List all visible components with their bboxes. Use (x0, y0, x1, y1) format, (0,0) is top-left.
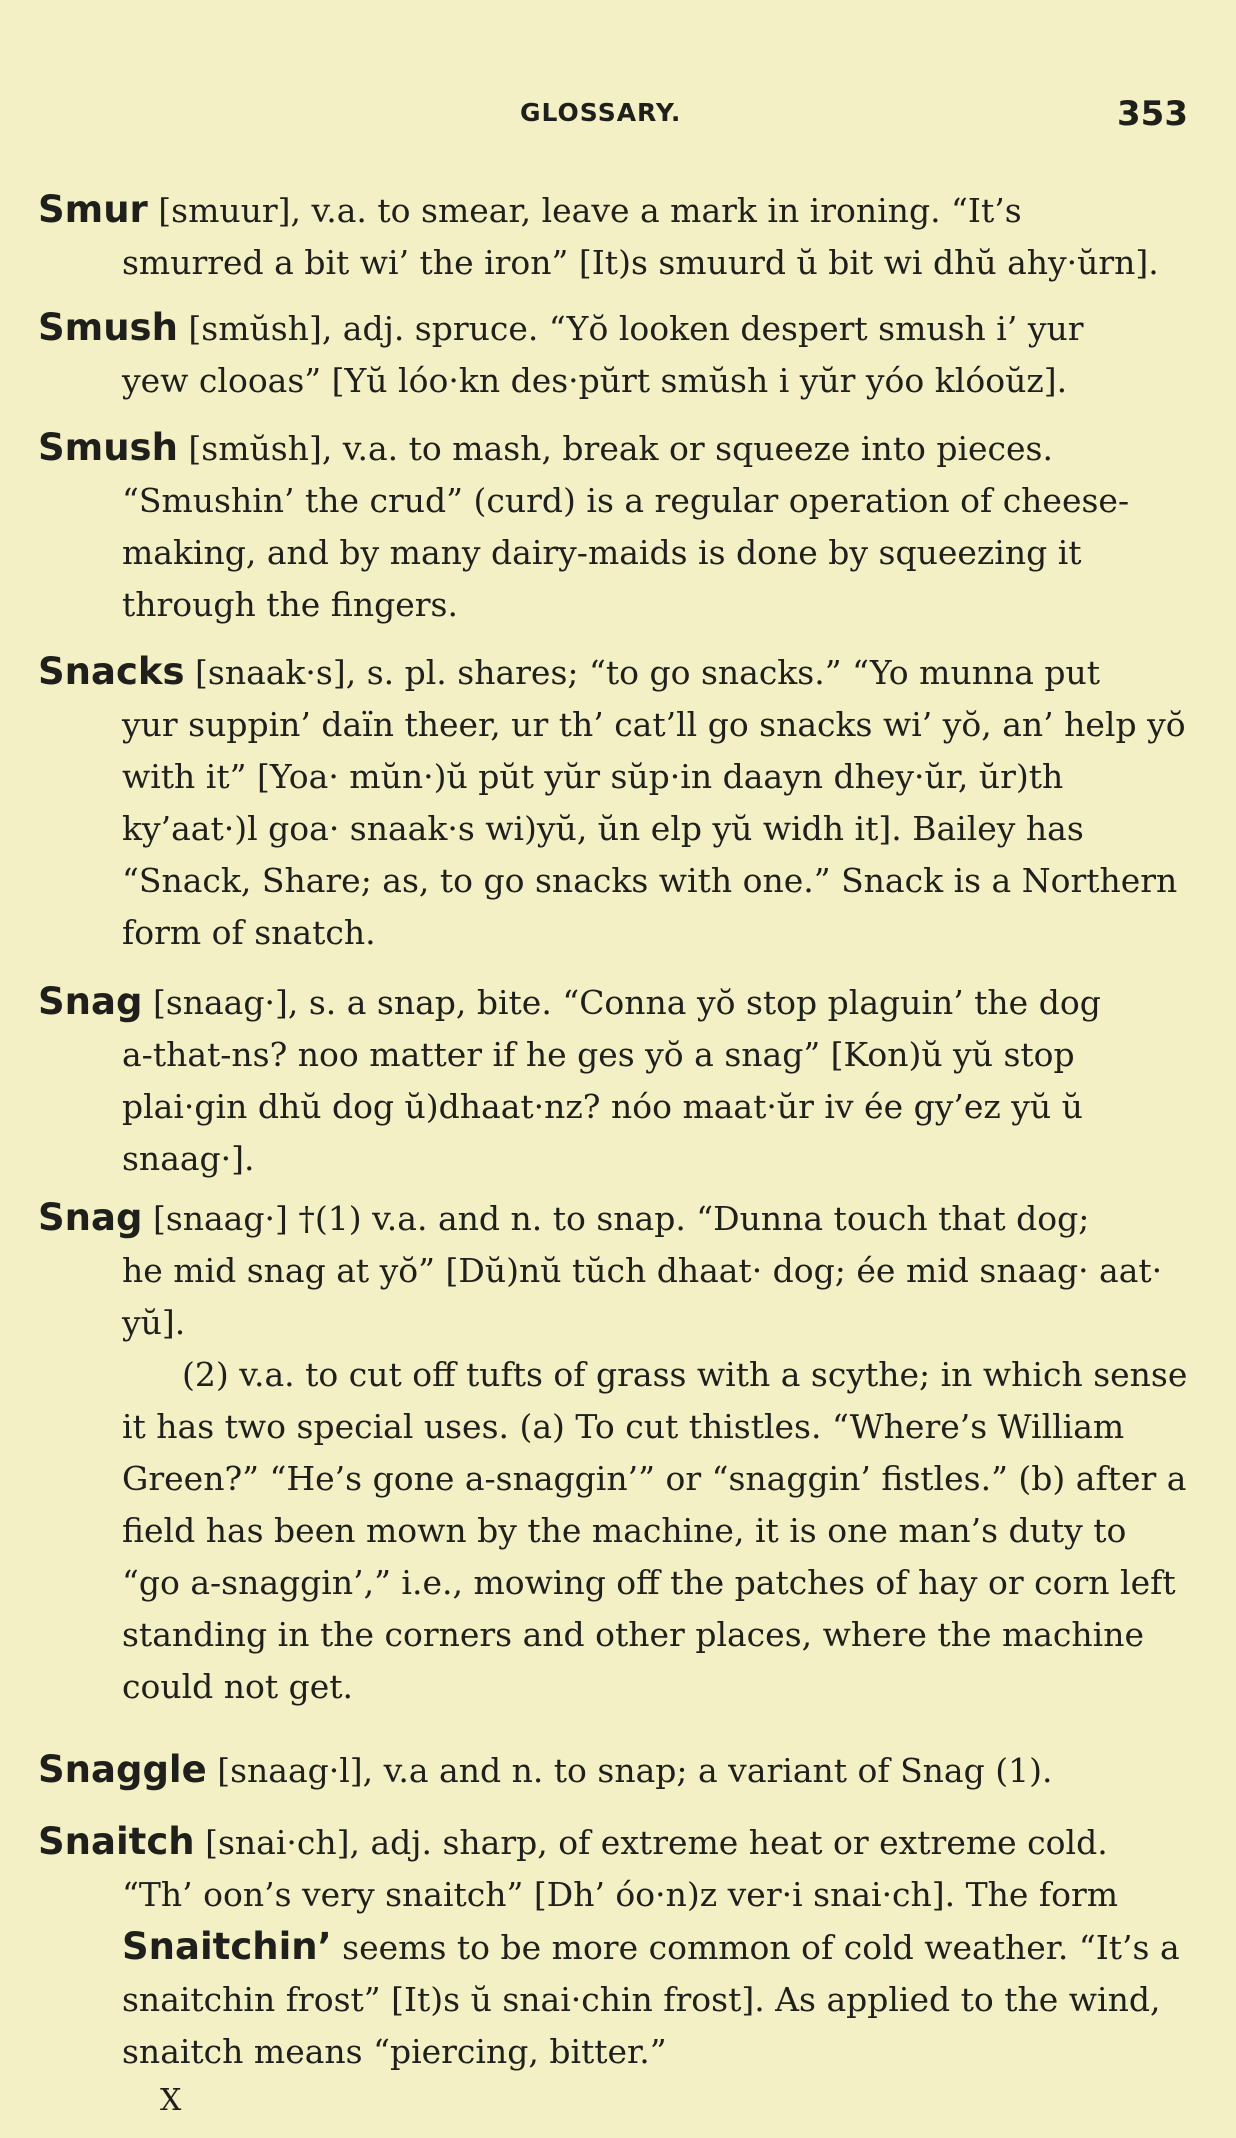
headword: Snag (38, 1196, 143, 1239)
entry-continuation: a-that-ns? noo matter if he ges yŏ a snag” [Kon)ŭ yŭ stop plai·gin dhŭ dog ŭ)dhaat·nz? nóo maat·ŭr iv ée gy’ez yŭ ŭ snaag·]. (122, 1035, 1083, 1178)
entry-sense-2 (38, 1349, 1188, 1713)
glossary-entry (38, 302, 1188, 407)
entry-continuation: yew clooas” [Yŭ lóo·kn des·pŭrt smŭsh i yŭr yóo klóoŭz]. (122, 361, 1068, 400)
entry-continuation: he mid snag at yŏ” [Dŭ)nŭ tŭch dhaat· dog; ée mid snaag· aat· yŭ]. (122, 1251, 1163, 1342)
continuation-part-b: seems to be more common of cold weather. “It’s a snaitchin frost” [It)s ŭ snai·chin frost]. As applied to the wind, snaitch means “piercing, bitter.” (122, 1928, 1180, 2071)
continuation-part-a: “Th’ oon’s very snaitch” [Dh’ óo·n)z ver·i snai·ch]. The form (122, 1875, 1119, 1914)
entry-definition: [snaag·] †(1) v.a. and n. to snap. “Dunna touch that dog; (142, 1199, 1090, 1238)
headword: Smush (38, 426, 178, 469)
headword: Snag (38, 980, 143, 1023)
glossary-entry (38, 422, 1188, 631)
page-title: GLOSSARY. (520, 98, 682, 127)
headword: Snacks (38, 650, 185, 693)
entry-continuation: yur suppin’ daïn theer, ur th’ cat’ll go snacks wi’ yŏ, an’ help yŏ with it” [Yoa· mŭn·)ŭ pŭt yŭr sŭp·in daayn dhey·ŭr, ŭr)th ky’aat·)l goa· snaak·s wi)yŭ, ŭn elp yŭ widh it]. Bailey has “Snack, Share; as, to go snacks with one.” Snack is a Northern form of snatch. (122, 705, 1186, 952)
sense-2-text: (2) v.a. to cut off tufts of grass with a scythe; in which sense it has two special uses. (a) To cut thistles. “Where’s William Green?” “He’s gone a-snaggin’” or “snaggin’ fistles.” (b) after a field has been mown by the machine, it is one man’s duty to “go a-snaggin’,” i.e., mowing off the patches of hay or corn left standing in the corners and other places, where the machine could not get. (122, 1355, 1188, 1706)
entry-definition: [snai·ch], adj. sharp, of extreme heat or extreme cold. (194, 1823, 1108, 1862)
glossary-entry (38, 184, 1188, 289)
headword: Smush (38, 306, 178, 349)
headword: Snaggle (38, 1748, 207, 1791)
entry-continuation (38, 1869, 1188, 2078)
glossary-entry (38, 976, 1188, 1185)
entry-definition: [snaag·], s. a snap, bite. “Conna yŏ stop plaguin’ the dog (142, 983, 1101, 1022)
glossary-entry (38, 646, 1188, 959)
glossary-entry (38, 1192, 1188, 1713)
entry-definition: [smŭsh], v.a. to mash, break or squeeze into pieces. (177, 429, 1053, 468)
headword: Smur (38, 188, 148, 231)
running-header (0, 96, 1236, 136)
glossary-entry (38, 1816, 1188, 2078)
entry-continuation: “Smushin’ the crud” (curd) is a regular operation of cheese-making, and by many dairy-maids is done by squeezing it through the fingers. (122, 481, 1130, 624)
entry-continuation: smurred a bit wi’ the iron” [It)s smuurd ŭ bit wi dhŭ ahy·ŭrn]. (122, 243, 1159, 282)
entry-definition: [snaak·s], s. pl. shares; “to go snacks.” “Yo munna put (184, 653, 1101, 692)
glossary-entry (38, 1744, 1188, 1797)
headword: Snaitch (38, 1820, 195, 1863)
entry-definition: [smŭsh], adj. spruce. “Yŏ looken despert smush i’ yur (177, 309, 1084, 348)
entry-definition: [snaag·l], v.a and n. to snap; a variant of Snag (1). (206, 1751, 1053, 1790)
signature-mark: X (160, 2083, 182, 2118)
inline-headword: Snaitchin’ (122, 1925, 332, 1968)
entry-definition: [smuur], v.a. to smear, leave a mark in ironing. “It’s (147, 191, 1022, 230)
page-number: 353 (1117, 94, 1188, 134)
